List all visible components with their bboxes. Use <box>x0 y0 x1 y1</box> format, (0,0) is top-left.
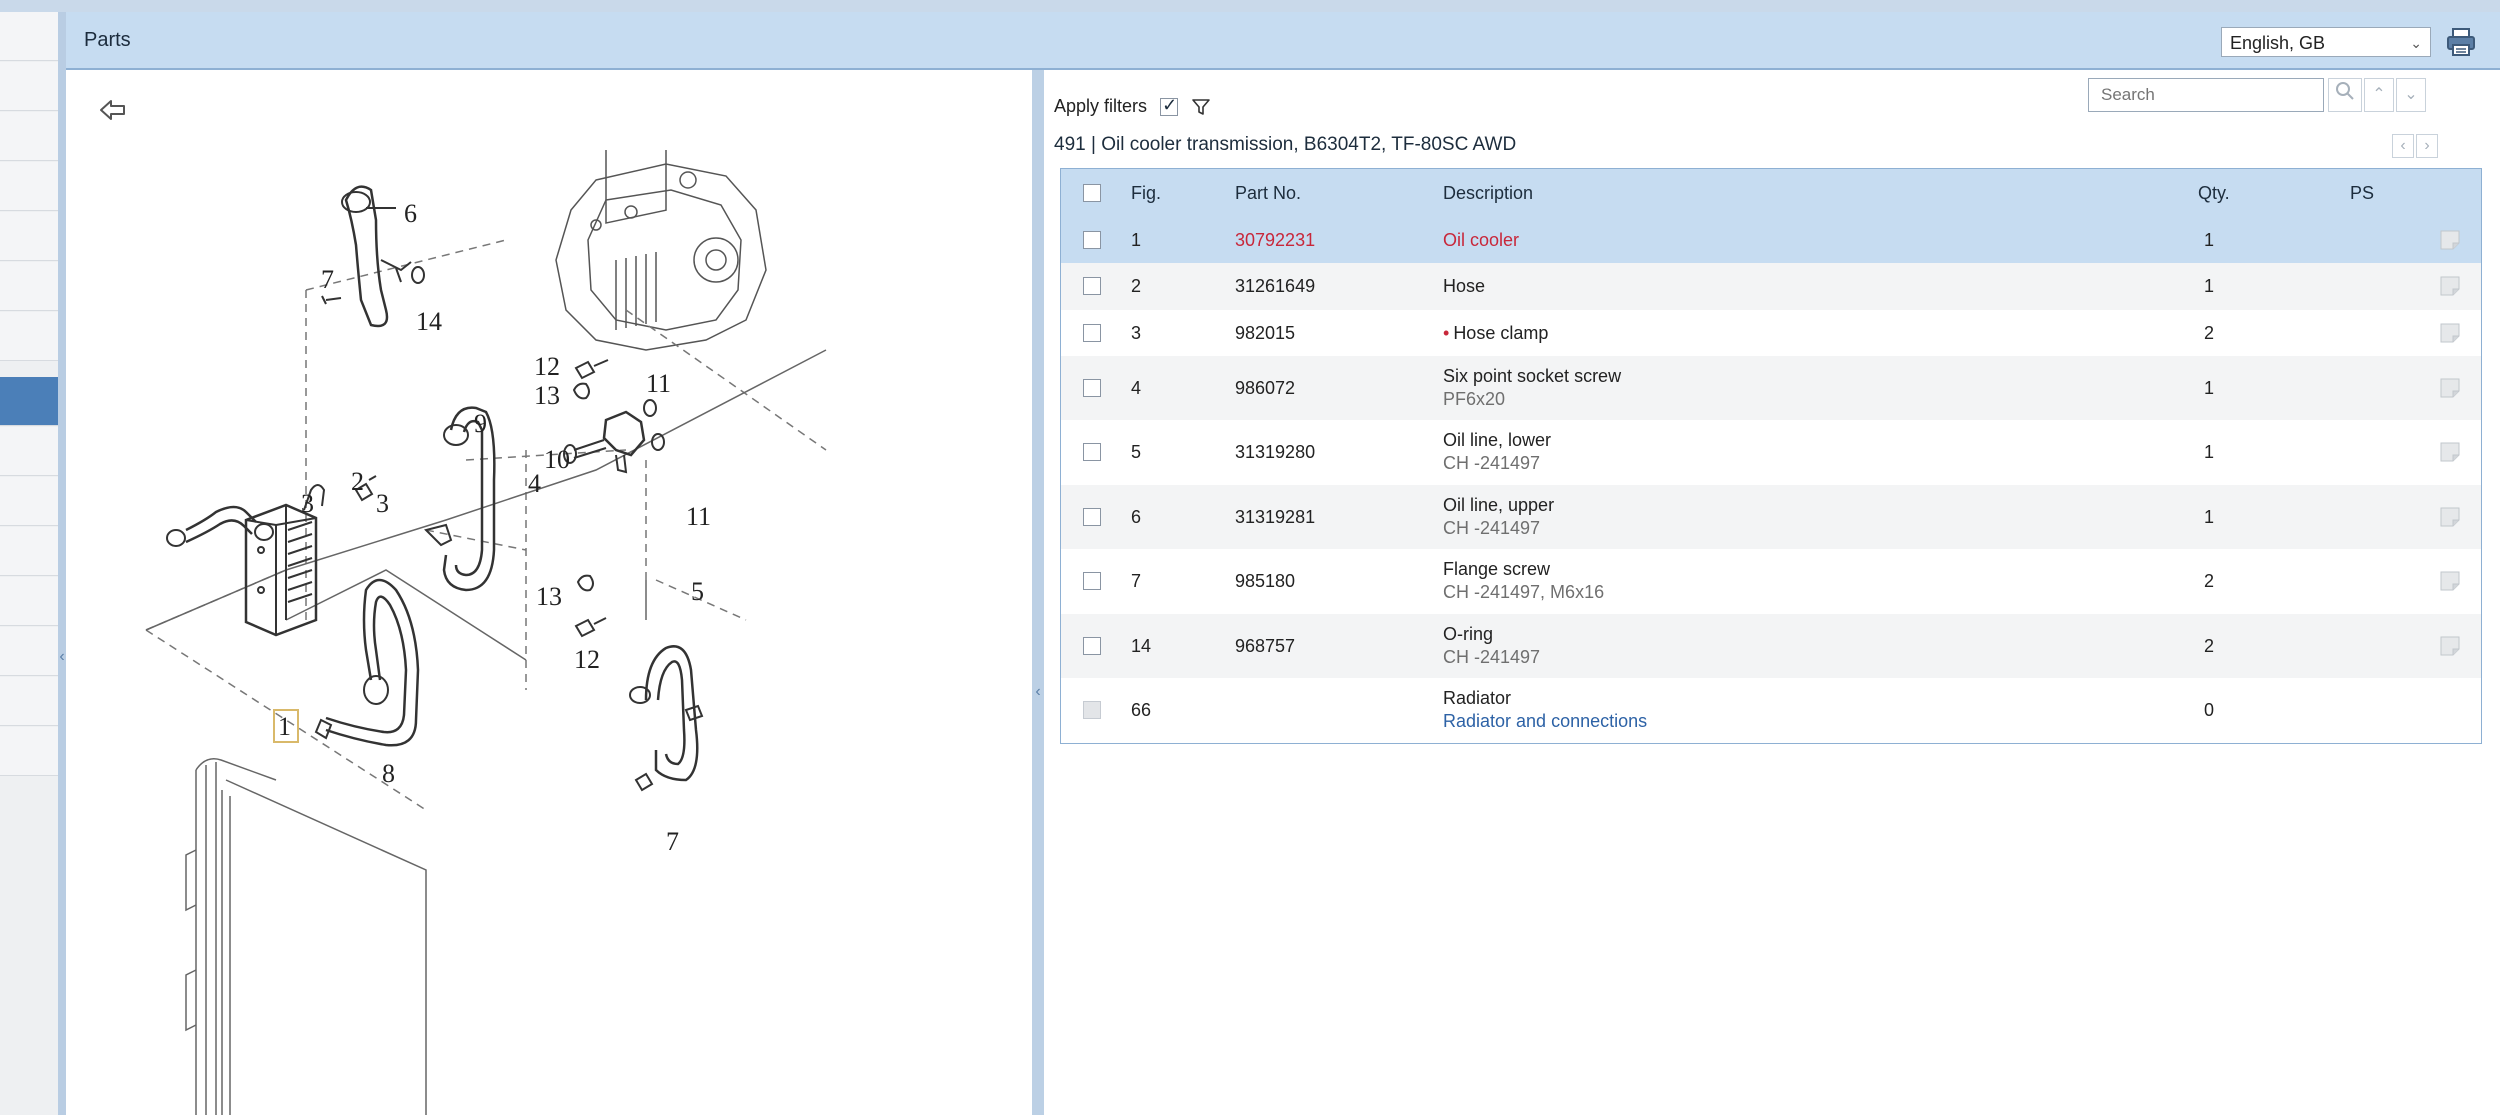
chevron-down-icon: ⌄ <box>2410 35 2422 51</box>
callout-8: 8 <box>382 759 395 788</box>
row-description-cell <box>1443 624 1540 668</box>
column-header-qty[interactable]: Qty. <box>2198 183 2230 203</box>
row-description: Oil cooler <box>1443 230 1520 250</box>
exploded-parts-diagram[interactable] <box>126 150 1026 1115</box>
row-description: Hose clamp <box>1453 323 1549 343</box>
print-button[interactable] <box>2444 26 2478 58</box>
row-part-no[interactable]: 30792231 <box>1235 230 1316 250</box>
row-fig: 6 <box>1131 507 1142 527</box>
apply-filters-label: Apply filters <box>1054 96 1148 116</box>
row-checkbox[interactable] <box>1083 508 1101 526</box>
row-fig: 3 <box>1131 323 1142 343</box>
callout-13: 13 <box>534 381 560 410</box>
row-qty: 1 <box>2203 230 2214 250</box>
apply-filters-checkbox[interactable] <box>1160 98 1178 116</box>
callout-11b: 11 <box>686 502 712 531</box>
printer-icon <box>2444 26 2478 58</box>
rail-item[interactable] <box>0 62 58 111</box>
note-icon[interactable] <box>2439 441 2461 463</box>
table-row[interactable] <box>1061 678 2481 742</box>
bullet-marker: • <box>1443 323 1450 343</box>
parts-table <box>1060 168 2482 744</box>
title-bar <box>66 12 2500 70</box>
back-arrow-icon <box>98 96 128 124</box>
table-row[interactable] <box>1061 310 2481 356</box>
row-fig: 7 <box>1131 571 1142 591</box>
search-input[interactable] <box>2088 78 2324 112</box>
diagram-pane <box>66 70 1033 1115</box>
select-all-checkbox[interactable] <box>1083 184 1101 202</box>
rail-item[interactable] <box>0 12 58 61</box>
row-part-no[interactable]: 968757 <box>1235 636 1296 656</box>
left-rail <box>0 12 60 1115</box>
row-description-sub: CH -241497, M6x16 <box>1443 582 1605 602</box>
rail-item-active[interactable] <box>0 377 58 426</box>
rail-item[interactable] <box>0 677 58 726</box>
back-button[interactable] <box>98 96 128 124</box>
parts-list-pane <box>1044 70 2500 1115</box>
row-part-no[interactable]: 31319281 <box>1235 507 1316 527</box>
callout-1: 1 <box>278 712 291 741</box>
search-button[interactable] <box>2328 78 2362 112</box>
column-header-part-no[interactable]: Part No. <box>1235 183 1302 203</box>
row-description: O-ring <box>1443 624 1494 644</box>
rail-item[interactable] <box>0 212 58 261</box>
rail-item[interactable] <box>0 427 58 476</box>
callout-12: 12 <box>534 352 560 381</box>
row-qty: 1 <box>2203 276 2214 296</box>
radiator-connections-link[interactable]: Radiator and connections <box>1443 711 1648 731</box>
row-qty: 2 <box>2203 636 2214 656</box>
row-part-no[interactable]: 31319280 <box>1235 442 1316 462</box>
note-icon[interactable] <box>2439 635 2461 657</box>
radiator-outline <box>186 759 426 1115</box>
rail-item[interactable] <box>0 727 58 776</box>
callout-3a: 3 <box>301 489 314 518</box>
table-row[interactable] <box>1061 614 2481 678</box>
callout-7b: 7 <box>666 827 679 856</box>
apply-filters <box>1054 96 1211 117</box>
rail-item[interactable] <box>0 262 58 311</box>
row-description: Flange screw <box>1443 559 1551 579</box>
note-icon[interactable] <box>2439 322 2461 344</box>
transmission-housing <box>556 150 766 350</box>
rail-item[interactable] <box>0 312 58 361</box>
row-description: Six point socket screw <box>1443 366 1622 386</box>
callout-6: 6 <box>404 199 417 228</box>
callout-9: 9 <box>474 409 487 438</box>
note-icon[interactable] <box>2439 229 2461 251</box>
note-icon[interactable] <box>2439 570 2461 592</box>
callout-7: 7 <box>321 265 334 294</box>
row-qty: 2 <box>2203 323 2214 343</box>
table-row[interactable] <box>1061 485 2481 549</box>
row-checkbox[interactable] <box>1083 277 1101 295</box>
row-part-no[interactable]: 986072 <box>1235 378 1296 398</box>
chevron-down-icon[interactable]: ⌄ <box>2396 78 2426 112</box>
column-header-fig[interactable]: Fig. <box>1131 183 1162 203</box>
row-part-no[interactable]: 982015 <box>1235 323 1296 343</box>
collapse-arrow-icon[interactable]: ‹ <box>59 648 65 665</box>
column-header-description[interactable]: Description <box>1443 183 1534 203</box>
row-fig: 66 <box>1131 700 1152 720</box>
row-checkbox[interactable] <box>1083 637 1101 655</box>
row-description: Hose <box>1443 276 1486 296</box>
row-fig: 2 <box>1131 276 1142 296</box>
row-fig: 1 <box>1131 230 1142 250</box>
row-checkbox[interactable] <box>1083 231 1101 249</box>
rail-item[interactable] <box>0 112 58 161</box>
row-description: Oil line, lower <box>1443 430 1552 450</box>
row-description-cell <box>1443 495 1554 539</box>
chevron-up-icon[interactable]: ⌃ <box>2364 78 2394 112</box>
note-icon[interactable] <box>2439 275 2461 297</box>
language-select[interactable] <box>2221 27 2431 57</box>
row-fig: 14 <box>1131 636 1152 656</box>
collapse-arrow-icon[interactable]: ‹ <box>1035 683 1041 700</box>
main-panel <box>66 12 2500 1115</box>
row-description-cell <box>1443 688 1647 732</box>
column-header-ps[interactable]: PS <box>2350 183 2375 203</box>
table-row[interactable] <box>1061 549 2481 614</box>
row-fig: 4 <box>1131 378 1142 398</box>
row-checkbox-disabled <box>1083 701 1101 719</box>
row-description-cell <box>1443 559 1604 603</box>
note-icon[interactable] <box>2439 506 2461 528</box>
row-description-sub: CH -241497 <box>1443 647 1541 667</box>
table-row[interactable] <box>1061 420 2481 485</box>
callout-3b: 3 <box>376 489 389 518</box>
table-row[interactable] <box>1061 356 2481 420</box>
row-part-no[interactable]: 985180 <box>1235 571 1296 591</box>
row-checkbox[interactable] <box>1083 379 1101 397</box>
row-description-cell <box>1443 366 1621 410</box>
table-row[interactable] <box>1061 217 2481 263</box>
callout-10: 10 <box>544 445 570 474</box>
row-qty: 1 <box>2203 442 2214 462</box>
callout-13b: 13 <box>536 582 562 611</box>
pane-splitter[interactable] <box>1032 70 1044 1115</box>
row-qty: 1 <box>2203 507 2214 527</box>
callout-5: 5 <box>691 577 704 606</box>
note-icon[interactable] <box>2439 377 2461 399</box>
callout-14: 14 <box>416 307 442 336</box>
callout-11: 11 <box>646 369 672 398</box>
row-description-wrap <box>1443 323 1548 344</box>
rail-item[interactable] <box>0 527 58 576</box>
row-checkbox[interactable] <box>1083 324 1101 342</box>
table-row[interactable] <box>1061 263 2481 310</box>
callout-12b: 12 <box>574 645 600 674</box>
row-qty: 0 <box>2203 700 2214 720</box>
rail-item[interactable] <box>0 477 58 526</box>
rail-item[interactable] <box>0 162 58 211</box>
filter-funnel-icon[interactable] <box>1191 97 1211 117</box>
row-checkbox[interactable] <box>1083 443 1101 461</box>
breadcrumb: 491 | Oil cooler transmission, B6304T2, TF-80SC AWD <box>1054 134 1517 155</box>
row-checkbox[interactable] <box>1083 572 1101 590</box>
rail-item[interactable] <box>0 577 58 626</box>
row-qty: 1 <box>2203 378 2214 398</box>
page-title: Parts <box>84 29 131 51</box>
row-description: Radiator <box>1443 688 1512 708</box>
row-description-cell <box>1443 430 1551 474</box>
row-description: Oil line, upper <box>1443 495 1555 515</box>
rail-item[interactable] <box>0 627 58 676</box>
row-description-sub: CH -241497 <box>1443 518 1541 538</box>
page-prev-button[interactable]: ‹ <box>2392 134 2414 158</box>
row-part-no[interactable]: 31261649 <box>1235 276 1316 296</box>
page-next-button[interactable]: › <box>2416 134 2438 158</box>
rail-splitter[interactable] <box>58 12 66 1115</box>
callout-2: 2 <box>351 467 364 496</box>
table-header <box>1061 169 2481 217</box>
search-icon <box>2335 81 2355 101</box>
row-fig: 5 <box>1131 442 1142 462</box>
row-description-sub: PF6x20 <box>1443 389 1506 409</box>
language-select-value: English, GB <box>2230 33 2326 53</box>
row-description-sub: CH -241497 <box>1443 453 1541 473</box>
callout-4: 4 <box>528 469 541 498</box>
row-qty: 2 <box>2203 571 2214 591</box>
